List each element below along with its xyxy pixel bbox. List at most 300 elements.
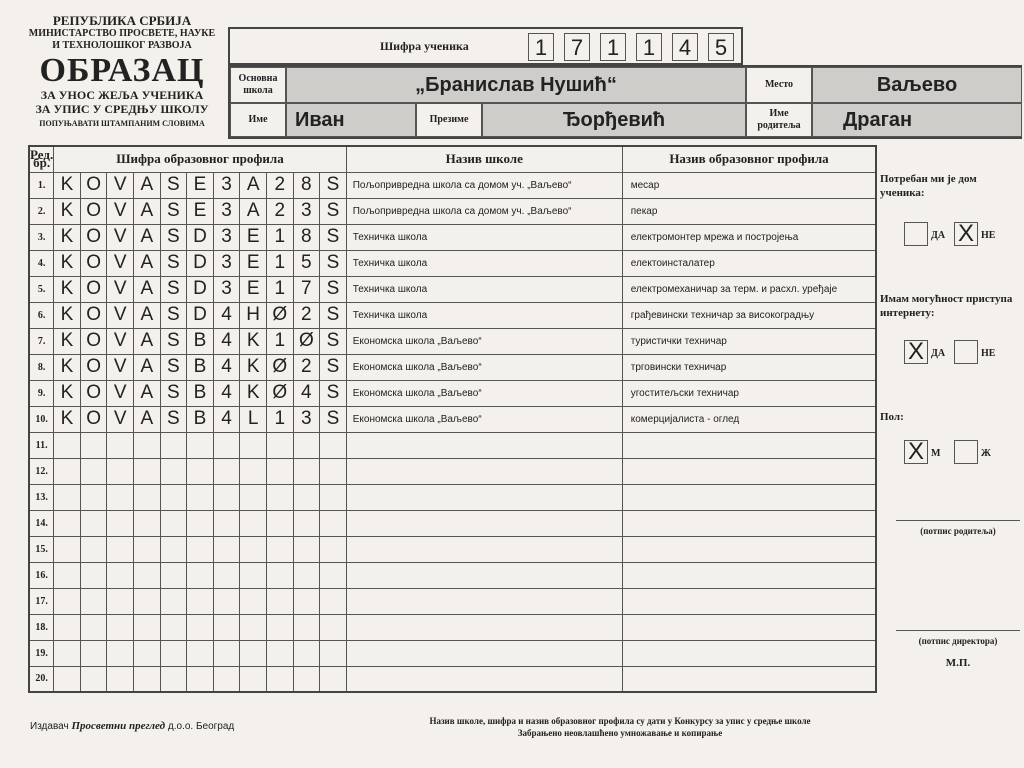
profile-code-cell[interactable]: K xyxy=(240,328,267,354)
school-name-cell[interactable]: Техничка школа xyxy=(346,276,622,302)
profile-code-cell[interactable] xyxy=(213,640,240,666)
profile-code-cell[interactable] xyxy=(107,536,134,562)
profile-name-cell[interactable]: пекар xyxy=(622,198,876,224)
profile-code-cell[interactable]: 1 xyxy=(266,276,293,302)
profile-code-cell[interactable] xyxy=(240,588,267,614)
row-number: 5. xyxy=(29,276,54,302)
column-header-number: Ред. бр. xyxy=(30,147,54,171)
row-number: 14. xyxy=(29,510,54,536)
profile-code-cell[interactable] xyxy=(293,614,320,640)
profile-code-cell[interactable]: B xyxy=(187,380,214,406)
profile-name-cell[interactable]: трговински техничар xyxy=(622,354,876,380)
profile-code-cell[interactable] xyxy=(266,432,293,458)
profile-code-cell[interactable]: K xyxy=(54,380,81,406)
profile-code-cell[interactable]: 7 xyxy=(293,276,320,302)
profile-code-cell[interactable]: D xyxy=(187,224,214,250)
profile-code-cell[interactable]: K xyxy=(54,406,81,432)
profile-code-cell[interactable] xyxy=(240,510,267,536)
profile-code-cell[interactable]: 1 xyxy=(266,406,293,432)
school-name-cell[interactable] xyxy=(346,562,622,588)
school-name-cell[interactable]: Техничка школа xyxy=(346,224,622,250)
profile-code-cell[interactable]: S xyxy=(160,224,187,250)
profile-code-cell[interactable] xyxy=(107,588,134,614)
profile-code-cell[interactable] xyxy=(320,666,347,692)
profile-name-cell[interactable] xyxy=(622,432,876,458)
profile-code-cell[interactable] xyxy=(266,510,293,536)
profile-name-cell[interactable] xyxy=(622,614,876,640)
profile-code-cell[interactable] xyxy=(107,510,134,536)
profile-code-cell[interactable]: S xyxy=(160,380,187,406)
profile-code-cell[interactable]: K xyxy=(240,354,267,380)
profile-code-cell[interactable]: K xyxy=(54,276,81,302)
profile-name-cell[interactable]: електромеханичар за терм. и расхл. уређаје xyxy=(622,276,876,302)
profile-code-cell[interactable] xyxy=(187,432,214,458)
profile-code-cell[interactable]: S xyxy=(320,198,347,224)
profile-code-cell[interactable]: 5 xyxy=(293,250,320,276)
publisher-name: Просветни преглед xyxy=(71,720,166,732)
student-code-digit[interactable]: 1 xyxy=(528,33,554,61)
profile-name-cell[interactable]: туристички техничар xyxy=(622,328,876,354)
director-signature-label: (потпис директора) xyxy=(918,636,998,646)
profile-code-cell[interactable]: 3 xyxy=(213,172,240,198)
publisher-line xyxy=(30,720,234,732)
school-name-cell[interactable]: Економска школа „Ваљево“ xyxy=(346,328,622,354)
dorm-no-checkbox[interactable]: X xyxy=(954,222,978,246)
school-name-cell[interactable] xyxy=(346,510,622,536)
profile-code-cell[interactable] xyxy=(133,458,160,484)
profile-code-cell[interactable]: A xyxy=(133,198,160,224)
profile-name-cell[interactable] xyxy=(622,536,876,562)
profile-code-cell[interactable] xyxy=(54,432,81,458)
profile-code-cell[interactable]: A xyxy=(133,224,160,250)
profile-code-cell[interactable]: D xyxy=(187,302,214,328)
profile-code-cell[interactable] xyxy=(266,458,293,484)
profile-code-cell[interactable]: V xyxy=(107,172,134,198)
profile-code-cell[interactable]: 4 xyxy=(213,380,240,406)
profile-code-cell[interactable] xyxy=(293,484,320,510)
profile-code-cell[interactable] xyxy=(54,562,81,588)
profile-code-cell[interactable]: O xyxy=(80,172,107,198)
profile-name-cell[interactable] xyxy=(622,562,876,588)
gender-m-checkbox[interactable]: X xyxy=(904,440,928,464)
profile-code-cell[interactable]: V xyxy=(107,276,134,302)
profile-code-cell[interactable]: V xyxy=(107,198,134,224)
school-name-cell[interactable]: Техничка школа xyxy=(346,302,622,328)
student-code-label: Шифра ученика xyxy=(380,39,469,53)
profile-code-cell[interactable] xyxy=(293,510,320,536)
profile-code-cell[interactable] xyxy=(160,536,187,562)
profile-code-cell[interactable] xyxy=(213,536,240,562)
profile-code-cell[interactable] xyxy=(160,510,187,536)
profile-code-cell[interactable]: E xyxy=(240,276,267,302)
profile-code-cell[interactable] xyxy=(107,562,134,588)
profile-code-cell[interactable]: D xyxy=(187,250,214,276)
profile-code-cell[interactable]: O xyxy=(80,250,107,276)
profile-code-cell[interactable]: 4 xyxy=(213,406,240,432)
profile-code-cell[interactable] xyxy=(80,666,107,692)
profile-code-cell[interactable] xyxy=(54,640,81,666)
school-name-cell[interactable] xyxy=(346,432,622,458)
profile-code-cell[interactable]: A xyxy=(133,276,160,302)
profile-code-cell[interactable] xyxy=(213,588,240,614)
profile-code-cell[interactable] xyxy=(213,484,240,510)
profile-name-cell[interactable] xyxy=(622,666,876,692)
profile-code-cell[interactable] xyxy=(187,666,214,692)
profile-code-cell[interactable] xyxy=(266,614,293,640)
profile-name-cell[interactable]: електромонтер мрежа и постројења xyxy=(622,224,876,250)
profile-name-cell[interactable] xyxy=(622,510,876,536)
profile-code-cell[interactable] xyxy=(187,614,214,640)
table-row xyxy=(29,302,876,328)
profile-code-cell[interactable]: S xyxy=(320,224,347,250)
profile-code-cell[interactable] xyxy=(107,666,134,692)
profile-name-cell[interactable] xyxy=(622,640,876,666)
profile-code-cell[interactable]: K xyxy=(54,302,81,328)
profile-code-cell[interactable] xyxy=(320,614,347,640)
profile-code-cell[interactable] xyxy=(293,666,320,692)
profile-code-cell[interactable]: 4 xyxy=(213,328,240,354)
profile-code-cell[interactable] xyxy=(320,458,347,484)
profile-code-cell[interactable]: 2 xyxy=(293,302,320,328)
profile-code-cell[interactable] xyxy=(80,562,107,588)
profile-code-cell[interactable]: E xyxy=(187,198,214,224)
school-name-cell[interactable] xyxy=(346,666,622,692)
school-name-cell[interactable]: Техничка школа xyxy=(346,250,622,276)
profile-code-cell[interactable]: S xyxy=(160,406,187,432)
profile-code-cell[interactable]: S xyxy=(320,380,347,406)
profile-code-cell[interactable] xyxy=(213,432,240,458)
school-name-cell[interactable]: Пољопривредна школа са домом уч. „Ваљево“ xyxy=(346,198,622,224)
profile-code-cell[interactable]: 4 xyxy=(213,302,240,328)
profile-code-cell[interactable] xyxy=(80,484,107,510)
profile-code-cell[interactable]: 3 xyxy=(293,406,320,432)
profile-name-cell[interactable] xyxy=(622,458,876,484)
profile-code-cell[interactable] xyxy=(213,614,240,640)
profile-code-cell[interactable] xyxy=(240,614,267,640)
profile-code-cell[interactable]: Ø xyxy=(266,302,293,328)
profile-code-cell[interactable]: A xyxy=(133,302,160,328)
profile-code-cell[interactable]: 2 xyxy=(293,354,320,380)
profile-code-cell[interactable]: V xyxy=(107,380,134,406)
school-name-cell[interactable] xyxy=(346,588,622,614)
school-field[interactable]: „Бранислав Нушић“ xyxy=(286,67,746,103)
table-row xyxy=(29,432,876,458)
profile-code-cell[interactable]: V xyxy=(107,406,134,432)
profile-code-cell[interactable] xyxy=(133,614,160,640)
profile-code-cell[interactable]: O xyxy=(80,198,107,224)
profile-code-cell[interactable]: O xyxy=(80,276,107,302)
profile-code-cell[interactable] xyxy=(187,536,214,562)
profile-code-cell[interactable] xyxy=(320,640,347,666)
surname-label: Презиме xyxy=(416,103,482,137)
profile-name-cell[interactable]: електоинсталатер xyxy=(622,250,876,276)
profile-code-cell[interactable]: S xyxy=(320,354,347,380)
profile-name-cell[interactable]: грађевински техничар за високоградњу xyxy=(622,302,876,328)
profile-code-cell[interactable] xyxy=(80,536,107,562)
profile-code-cell[interactable]: H xyxy=(240,302,267,328)
profile-code-cell[interactable]: 1 xyxy=(266,250,293,276)
profile-code-cell[interactable] xyxy=(213,458,240,484)
profile-code-cell[interactable]: K xyxy=(54,172,81,198)
profile-code-cell[interactable]: D xyxy=(187,276,214,302)
profile-code-cell[interactable] xyxy=(213,562,240,588)
profile-code-cell[interactable] xyxy=(54,510,81,536)
profile-code-cell[interactable] xyxy=(187,640,214,666)
profile-code-cell[interactable] xyxy=(80,432,107,458)
profile-code-cell[interactable]: O xyxy=(80,224,107,250)
school-name-cell[interactable] xyxy=(346,458,622,484)
profile-code-cell[interactable] xyxy=(80,588,107,614)
profile-code-cell[interactable]: A xyxy=(133,172,160,198)
profile-code-cell[interactable] xyxy=(107,484,134,510)
profile-code-cell[interactable] xyxy=(240,484,267,510)
profile-name-cell[interactable] xyxy=(622,484,876,510)
profile-code-cell[interactable]: V xyxy=(107,354,134,380)
profile-code-cell[interactable] xyxy=(293,640,320,666)
profile-code-cell[interactable] xyxy=(80,510,107,536)
dorm-question: Потребан ми је дом ученика: xyxy=(880,173,977,199)
profile-code-cell[interactable]: A xyxy=(133,250,160,276)
profile-code-cell[interactable] xyxy=(54,458,81,484)
school-name-cell[interactable]: Економска школа „Ваљево“ xyxy=(346,354,622,380)
profile-code-cell[interactable] xyxy=(160,484,187,510)
profile-code-cell[interactable] xyxy=(213,510,240,536)
profile-code-cell[interactable]: E xyxy=(187,172,214,198)
table-row xyxy=(29,458,876,484)
profile-code-cell[interactable]: S xyxy=(320,406,347,432)
instruction-label: ПОПУЊАВАТИ ШТАМПАНИМ СЛОВИМА xyxy=(39,119,205,128)
gender-f-checkbox[interactable] xyxy=(954,440,978,464)
profile-code-cell[interactable]: S xyxy=(160,328,187,354)
profile-code-cell[interactable]: 3 xyxy=(213,224,240,250)
student-code-digit[interactable]: 7 xyxy=(564,33,590,61)
row-number: 13. xyxy=(29,484,54,510)
table-row xyxy=(29,328,876,354)
profile-code-cell[interactable] xyxy=(187,484,214,510)
profile-code-cell[interactable]: A xyxy=(133,328,160,354)
profile-code-cell[interactable] xyxy=(187,458,214,484)
profile-code-cell[interactable] xyxy=(133,432,160,458)
profile-code-cell[interactable]: S xyxy=(320,276,347,302)
surname-field[interactable]: Ђорђевић xyxy=(482,103,746,137)
profile-code-cell[interactable]: B xyxy=(187,406,214,432)
profile-code-cell[interactable]: L xyxy=(240,406,267,432)
profile-code-cell[interactable] xyxy=(240,640,267,666)
dorm-yes-checkbox[interactable] xyxy=(904,222,928,246)
profile-code-cell[interactable] xyxy=(54,484,81,510)
profile-code-cell[interactable]: B xyxy=(187,354,214,380)
profile-code-cell[interactable]: Ø xyxy=(293,328,320,354)
profile-code-cell[interactable] xyxy=(54,536,81,562)
internet-yes-checkbox[interactable]: X xyxy=(904,340,928,364)
profile-code-cell[interactable]: S xyxy=(160,354,187,380)
profile-code-cell[interactable]: 4 xyxy=(213,354,240,380)
profile-code-cell[interactable] xyxy=(107,432,134,458)
profile-code-cell[interactable] xyxy=(187,588,214,614)
profile-code-cell[interactable] xyxy=(266,588,293,614)
profile-code-cell[interactable]: K xyxy=(54,328,81,354)
profile-code-cell[interactable] xyxy=(266,536,293,562)
profile-code-cell[interactable]: 3 xyxy=(213,198,240,224)
profile-code-cell[interactable]: E xyxy=(240,250,267,276)
profile-code-cell[interactable] xyxy=(320,510,347,536)
place-field[interactable]: Ваљево xyxy=(812,67,1022,103)
profile-code-cell[interactable] xyxy=(320,484,347,510)
profile-name-cell[interactable] xyxy=(622,588,876,614)
profile-code-cell[interactable] xyxy=(187,510,214,536)
student-code-digit[interactable]: 1 xyxy=(600,33,626,61)
profile-code-cell[interactable]: V xyxy=(107,302,134,328)
profile-code-cell[interactable]: A xyxy=(133,354,160,380)
profile-code-cell[interactable]: A xyxy=(240,198,267,224)
profile-code-cell[interactable] xyxy=(320,562,347,588)
school-name-cell[interactable] xyxy=(346,536,622,562)
profile-code-cell[interactable] xyxy=(240,536,267,562)
profile-code-cell[interactable] xyxy=(160,588,187,614)
profile-code-cell[interactable]: K xyxy=(54,250,81,276)
profile-code-cell[interactable] xyxy=(293,432,320,458)
profile-code-cell[interactable]: S xyxy=(160,302,187,328)
profile-code-cell[interactable]: 3 xyxy=(213,250,240,276)
profile-code-cell[interactable]: 3 xyxy=(293,198,320,224)
profile-code-cell[interactable]: 4 xyxy=(293,380,320,406)
profile-code-cell[interactable]: S xyxy=(160,172,187,198)
profile-name-cell[interactable]: месар xyxy=(622,172,876,198)
profile-name-cell[interactable]: комерцијалиста - оглед xyxy=(622,406,876,432)
profile-code-cell[interactable] xyxy=(54,588,81,614)
table-row xyxy=(29,614,876,640)
profile-code-cell[interactable]: Ø xyxy=(266,380,293,406)
profile-code-cell[interactable]: 8 xyxy=(293,172,320,198)
profile-code-cell[interactable]: 1 xyxy=(266,328,293,354)
profile-code-cell[interactable]: O xyxy=(80,328,107,354)
profile-code-cell[interactable]: S xyxy=(320,328,347,354)
profile-code-cell[interactable] xyxy=(266,666,293,692)
profile-code-cell[interactable] xyxy=(80,614,107,640)
column-header-profile: Назив образовног профила xyxy=(622,146,876,172)
profile-code-cell[interactable] xyxy=(266,484,293,510)
profile-code-cell[interactable]: S xyxy=(160,198,187,224)
profile-code-cell[interactable] xyxy=(240,458,267,484)
profile-code-cell[interactable] xyxy=(160,562,187,588)
profile-code-cell[interactable] xyxy=(320,588,347,614)
profile-name-cell[interactable]: угоститељски техничар xyxy=(622,380,876,406)
profile-code-cell[interactable] xyxy=(213,666,240,692)
profile-code-cell[interactable]: 2 xyxy=(266,172,293,198)
profile-code-cell[interactable]: O xyxy=(80,380,107,406)
profile-code-cell[interactable]: O xyxy=(80,354,107,380)
profile-code-cell[interactable]: Ø xyxy=(266,354,293,380)
profile-code-cell[interactable] xyxy=(160,614,187,640)
profile-code-cell[interactable]: V xyxy=(107,224,134,250)
profile-code-cell[interactable] xyxy=(320,432,347,458)
profile-code-cell[interactable] xyxy=(133,484,160,510)
row-number: 8. xyxy=(29,354,54,380)
profile-code-cell[interactable] xyxy=(133,666,160,692)
profile-code-cell[interactable]: O xyxy=(80,406,107,432)
profile-code-cell[interactable]: A xyxy=(133,406,160,432)
school-name-cell[interactable] xyxy=(346,640,622,666)
profile-code-cell[interactable] xyxy=(107,640,134,666)
parent-signature-line xyxy=(896,520,1020,521)
profile-code-cell[interactable] xyxy=(80,458,107,484)
profile-code-cell[interactable] xyxy=(240,666,267,692)
profile-code-cell[interactable] xyxy=(160,640,187,666)
parent-name-field[interactable]: Драган xyxy=(812,103,1022,137)
row-number: 15. xyxy=(29,536,54,562)
profile-code-cell[interactable]: A xyxy=(133,380,160,406)
profile-code-cell[interactable] xyxy=(320,536,347,562)
profile-code-cell[interactable] xyxy=(240,562,267,588)
profile-code-cell[interactable] xyxy=(107,458,134,484)
profile-code-cell[interactable] xyxy=(293,458,320,484)
profile-code-cell[interactable] xyxy=(160,666,187,692)
profile-code-cell[interactable] xyxy=(293,588,320,614)
profile-code-cell[interactable]: O xyxy=(80,302,107,328)
school-name-cell[interactable]: Економска школа „Ваљево“ xyxy=(346,406,622,432)
profile-code-cell[interactable] xyxy=(54,614,81,640)
student-code-digit[interactable]: 4 xyxy=(672,33,698,61)
profile-code-cell[interactable]: S xyxy=(160,276,187,302)
profile-code-cell[interactable] xyxy=(133,640,160,666)
profile-code-cell[interactable] xyxy=(293,562,320,588)
profile-code-cell[interactable]: V xyxy=(107,250,134,276)
profile-code-cell[interactable]: B xyxy=(187,328,214,354)
profile-code-cell[interactable]: K xyxy=(240,380,267,406)
profile-code-cell[interactable]: K xyxy=(54,198,81,224)
profile-code-cell[interactable]: K xyxy=(54,354,81,380)
profile-code-cell[interactable] xyxy=(133,536,160,562)
profile-code-cell[interactable] xyxy=(266,640,293,666)
profile-code-cell[interactable] xyxy=(54,666,81,692)
profile-code-cell[interactable]: E xyxy=(240,224,267,250)
profile-code-cell[interactable] xyxy=(187,562,214,588)
school-name-cell[interactable] xyxy=(346,614,622,640)
profile-code-cell[interactable] xyxy=(160,458,187,484)
student-code-digit[interactable]: 5 xyxy=(708,33,734,61)
school-name-cell[interactable] xyxy=(346,484,622,510)
student-code-digit[interactable]: 1 xyxy=(636,33,662,61)
school-name-cell[interactable]: Економска школа „Ваљево“ xyxy=(346,380,622,406)
profile-code-cell[interactable]: V xyxy=(107,328,134,354)
school-name-cell[interactable]: Пољопривредна школа са домом уч. „Ваљево“ xyxy=(346,172,622,198)
table-row xyxy=(29,666,876,692)
profile-code-cell[interactable] xyxy=(133,588,160,614)
profile-code-cell[interactable]: S xyxy=(320,302,347,328)
profile-code-cell[interactable] xyxy=(240,432,267,458)
profile-code-cell[interactable] xyxy=(293,536,320,562)
profile-code-cell[interactable]: A xyxy=(240,172,267,198)
profile-code-cell[interactable] xyxy=(160,432,187,458)
profile-code-cell[interactable] xyxy=(133,562,160,588)
profile-code-cell[interactable]: 1 xyxy=(266,224,293,250)
profile-code-cell[interactable] xyxy=(107,614,134,640)
profile-code-cell[interactable]: 2 xyxy=(266,198,293,224)
profile-code-cell[interactable] xyxy=(266,562,293,588)
internet-no-checkbox[interactable] xyxy=(954,340,978,364)
table-header-row xyxy=(29,146,876,172)
profile-code-cell[interactable]: S xyxy=(160,250,187,276)
profile-code-cell[interactable]: 8 xyxy=(293,224,320,250)
profile-code-cell[interactable]: S xyxy=(320,250,347,276)
name-field[interactable]: Иван xyxy=(286,103,416,137)
profile-code-cell[interactable]: K xyxy=(54,224,81,250)
profile-code-cell[interactable] xyxy=(80,640,107,666)
profile-code-cell[interactable] xyxy=(133,510,160,536)
profile-code-cell[interactable]: 3 xyxy=(213,276,240,302)
table-row xyxy=(29,588,876,614)
profile-code-cell[interactable]: S xyxy=(320,172,347,198)
